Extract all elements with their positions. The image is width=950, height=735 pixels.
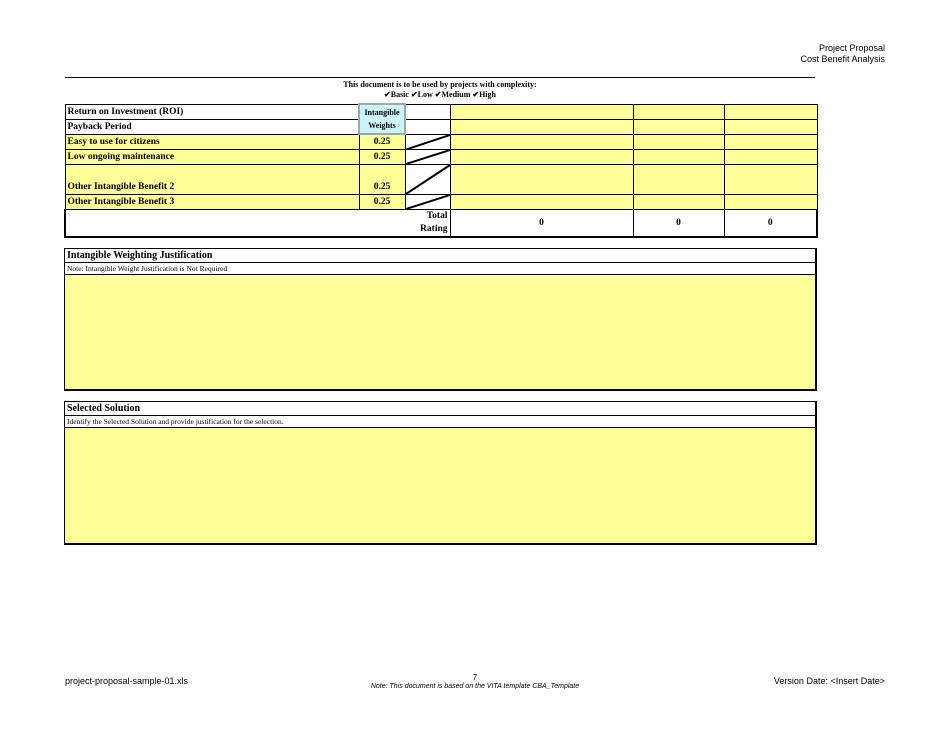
blank-cell[interactable] [405,104,450,119]
justification-text-area[interactable] [65,275,815,389]
weight-value[interactable]: 0.25 [359,150,405,165]
footer-center [300,673,650,691]
diagonal-cell [405,195,450,210]
weight-value[interactable]: 0.25 [359,165,405,195]
weights-label-2: Weights [368,121,396,130]
row-label[interactable]: Low ongoing maintenance [65,150,359,165]
value-cell[interactable] [450,195,633,210]
weight-value[interactable]: 0.25 [359,195,405,210]
value-cell[interactable] [633,104,724,119]
selected-solution-note: Identify the Selected Solution and provide justification for the selection. [65,416,815,428]
total-rating-label [65,210,450,238]
value-cell[interactable] [724,195,817,210]
diagonal-cell [405,134,450,150]
justification-note: Note: Intangible Weight Justification is Not Required [65,263,815,275]
weights-label-1: Intangible [364,108,400,117]
value-cell[interactable] [724,150,817,165]
row-label[interactable]: Return on Investment (ROI) [65,104,359,119]
value-cell[interactable] [633,195,724,210]
value-cell[interactable] [450,150,633,165]
total-rating-row [65,210,817,238]
top-divider [65,77,815,78]
complexity-line-1: This document is to be used by projects with complexity: [343,80,537,89]
total-value: 0 [450,210,633,238]
weight-value[interactable]: 0.25 [359,134,405,150]
value-cell[interactable] [724,119,817,134]
blank-cell[interactable] [405,119,450,134]
selected-solution-text-area[interactable] [65,428,815,543]
diagonal-cell [405,165,450,195]
complexity-note [65,80,815,100]
table-row [65,195,817,210]
document-header [800,43,885,65]
value-cell[interactable] [633,119,724,134]
value-cell[interactable] [724,165,817,195]
value-cell[interactable] [724,134,817,150]
header-title: Project Proposal [818,43,885,53]
row-label[interactable]: Payback Period [65,119,359,134]
value-cell[interactable] [633,150,724,165]
value-cell[interactable] [450,165,633,195]
value-cell[interactable] [633,134,724,150]
table-row [65,134,817,150]
table-row [65,165,817,195]
total-value: 0 [633,210,724,238]
total-label-1: Total [426,211,448,221]
value-cell[interactable] [724,104,817,119]
justification-title: Intangible Weighting Justification [65,249,815,263]
intangible-benefits-table [64,103,818,238]
row-label[interactable]: Easy to use for citizens [65,134,359,150]
value-cell[interactable] [450,119,633,134]
justification-section [64,248,817,391]
header-subtitle: Cost Benefit Analysis [800,54,885,64]
total-value: 0 [724,210,817,238]
table-row [65,150,817,165]
selected-solution-title: Selected Solution [65,402,815,416]
footer-filename: project-proposal-sample-01.xls [65,676,189,686]
value-cell[interactable] [450,134,633,150]
row-label[interactable]: Other Intangible Benefit 3 [65,195,359,210]
value-cell[interactable] [450,104,633,119]
template-note: Note: This document is based on the VITA template CBA_Template [370,683,580,690]
page-number: 7 [472,673,478,682]
table-row [65,104,817,119]
value-cell[interactable] [633,165,724,195]
total-label-2: Rating [420,224,448,234]
selected-solution-section [64,401,817,545]
intangible-weights-header [359,104,405,134]
table-row [65,119,817,134]
footer-version-date: Version Date: <Insert Date> [773,676,885,686]
diagonal-cell [405,150,450,165]
row-label[interactable]: Other Intangible Benefit 2 [65,165,359,195]
complexity-line-2: ✔Basic ✔Low ✔Medium ✔High [384,90,496,99]
